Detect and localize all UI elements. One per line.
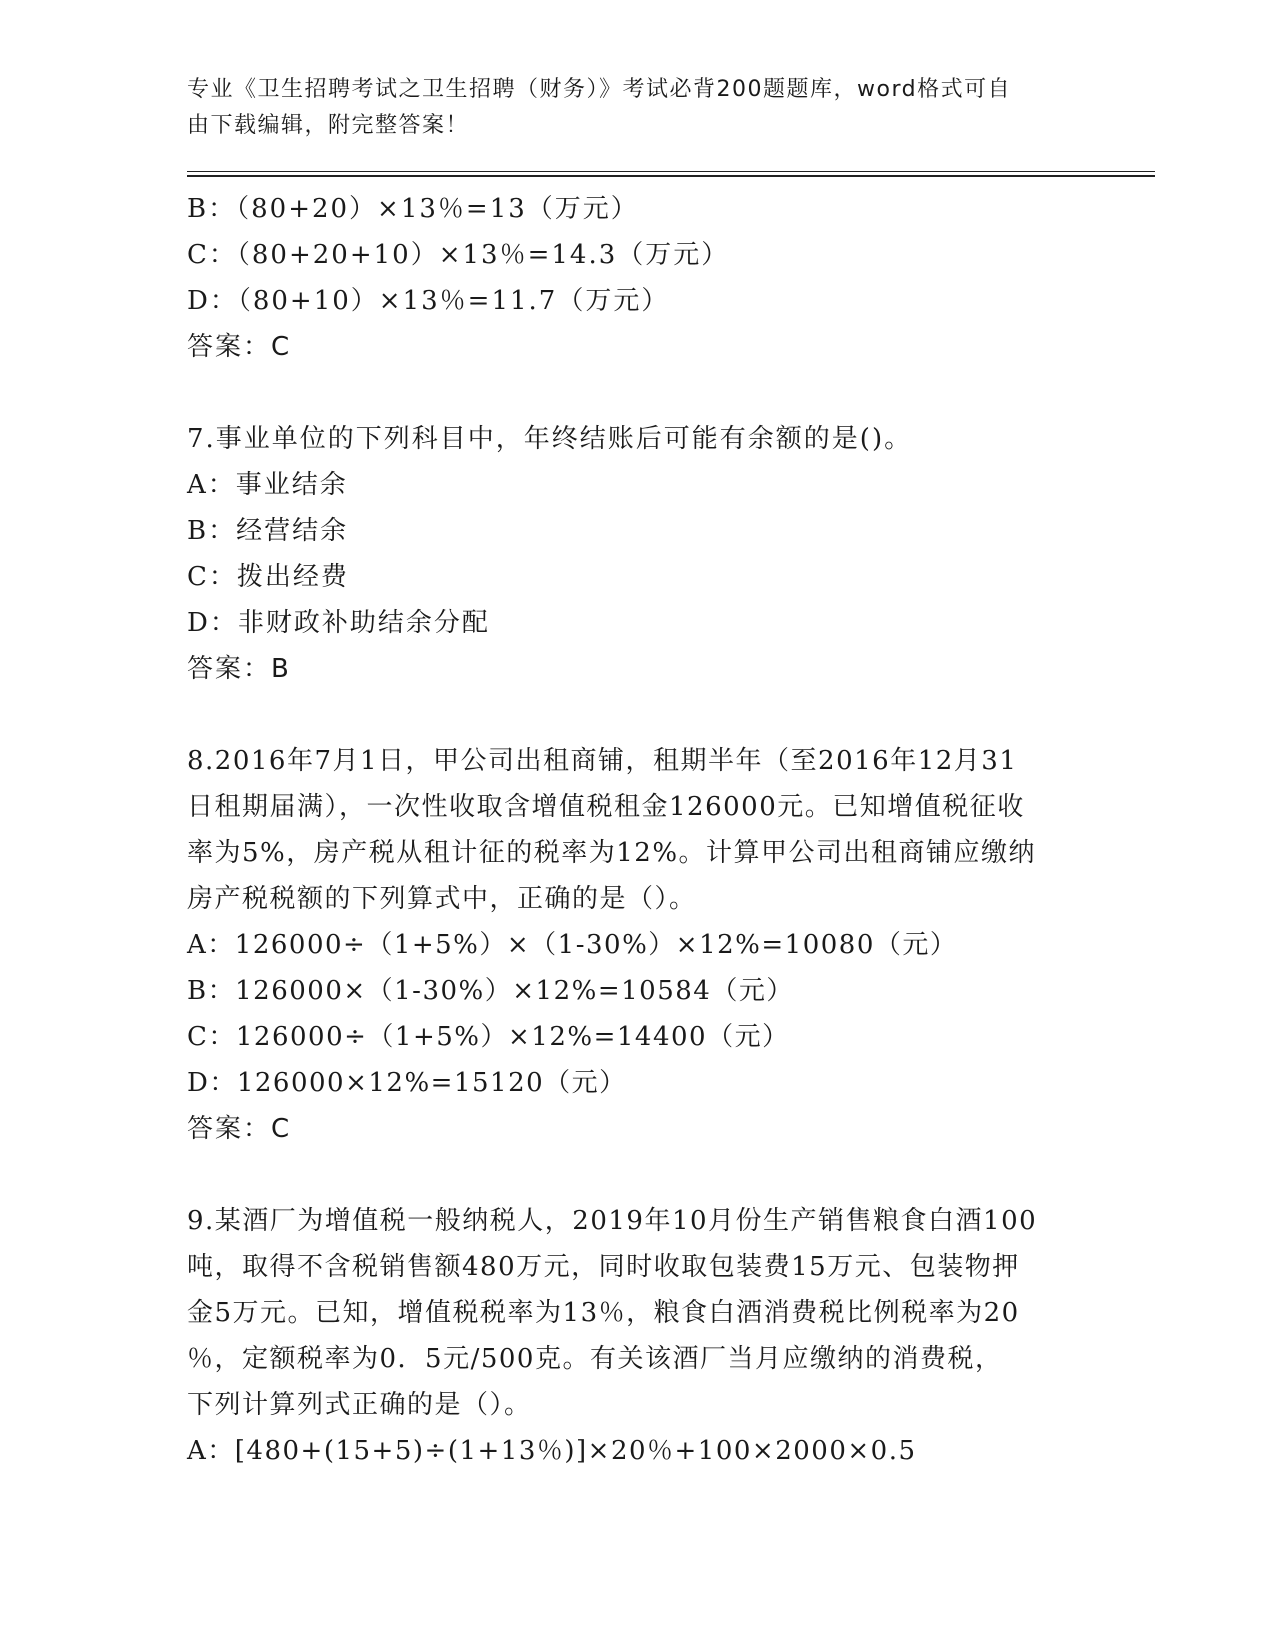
question-text-line: 吨，取得不含税销售额480万元，同时收取包装费15万元、包装物押 <box>187 1252 1020 1282</box>
answer: 答案：C <box>187 1114 292 1144</box>
question-7 <box>187 416 1087 692</box>
spacer <box>187 1152 1087 1198</box>
document-body <box>187 186 1087 1474</box>
option-c: C：拨出经费 <box>187 562 349 592</box>
option-a: A：[480+(15+5)÷(1+13％)]×20％+100×2000×0.5 <box>187 1436 917 1466</box>
option-b: B：经营结余 <box>187 516 349 546</box>
question-text-line: 金5万元。已知，增值税税率为13％，粮食白酒消费税比例税率为20 <box>187 1298 1020 1328</box>
answer: 答案：B <box>187 654 291 684</box>
option-b: B：126000×（1-30%）×12%=10584（元） <box>187 976 794 1006</box>
question-text-line: 9.某酒厂为增值税一般纳税人，2019年10月份生产销售粮食白酒100 <box>187 1206 1038 1236</box>
spacer <box>187 370 1087 416</box>
question-6-continued <box>187 186 1087 370</box>
question-8 <box>187 738 1087 1152</box>
option-d: D：126000×12%=15120（元） <box>187 1068 627 1098</box>
question-text-line: 日租期届满），一次性收取含增值税租金126000元。已知增值税征收 <box>187 792 1025 822</box>
question-text-line: 下列计算列式正确的是（）。 <box>187 1390 532 1420</box>
question-text-line: 房产税税额的下列算式中，正确的是（）。 <box>187 884 697 914</box>
option-a: A：事业结余 <box>187 470 348 500</box>
question-text-line: 率为5%，房产税从租计征的税率为12%。计算甲公司出租商铺应缴纳 <box>187 838 1037 868</box>
question-9 <box>187 1198 1087 1474</box>
spacer <box>187 692 1087 738</box>
question-text-line: 8.2016年7月1日，甲公司出租商铺，租期半年（至2016年12月31 <box>187 746 1018 776</box>
option-d: D：（80+10）×13％=11.7（万元） <box>187 286 670 316</box>
option-d: D：非财政补助结余分配 <box>187 608 490 638</box>
answer: 答案：C <box>187 332 292 362</box>
question-text-line: ％，定额税率为0．5元/500克。有关该酒厂当月应缴纳的消费税， <box>187 1344 1003 1374</box>
option-b: B：（80+20）×13％=13（万元） <box>187 194 639 224</box>
document-header <box>187 72 1067 144</box>
option-c: C：126000÷（1+5%）×12%=14400（元） <box>187 1022 790 1052</box>
option-a: A：126000÷（1+5%）×（1-30%）×12%=10080（元） <box>187 930 958 960</box>
header-divider-thick <box>187 175 1155 177</box>
header-divider-thin <box>187 171 1155 172</box>
header-line-2: 由下载编辑，附完整答案！ <box>187 113 470 138</box>
option-c: C：（80+20+10）×13％=14.3（万元） <box>187 240 730 270</box>
header-line-1: 专业《卫生招聘考试之卫生招聘（财务）》考试必背200题题库，word格式可自 <box>187 77 1012 102</box>
question-text: 7.事业单位的下列科目中，年终结账后可能有余额的是()。 <box>187 424 913 454</box>
